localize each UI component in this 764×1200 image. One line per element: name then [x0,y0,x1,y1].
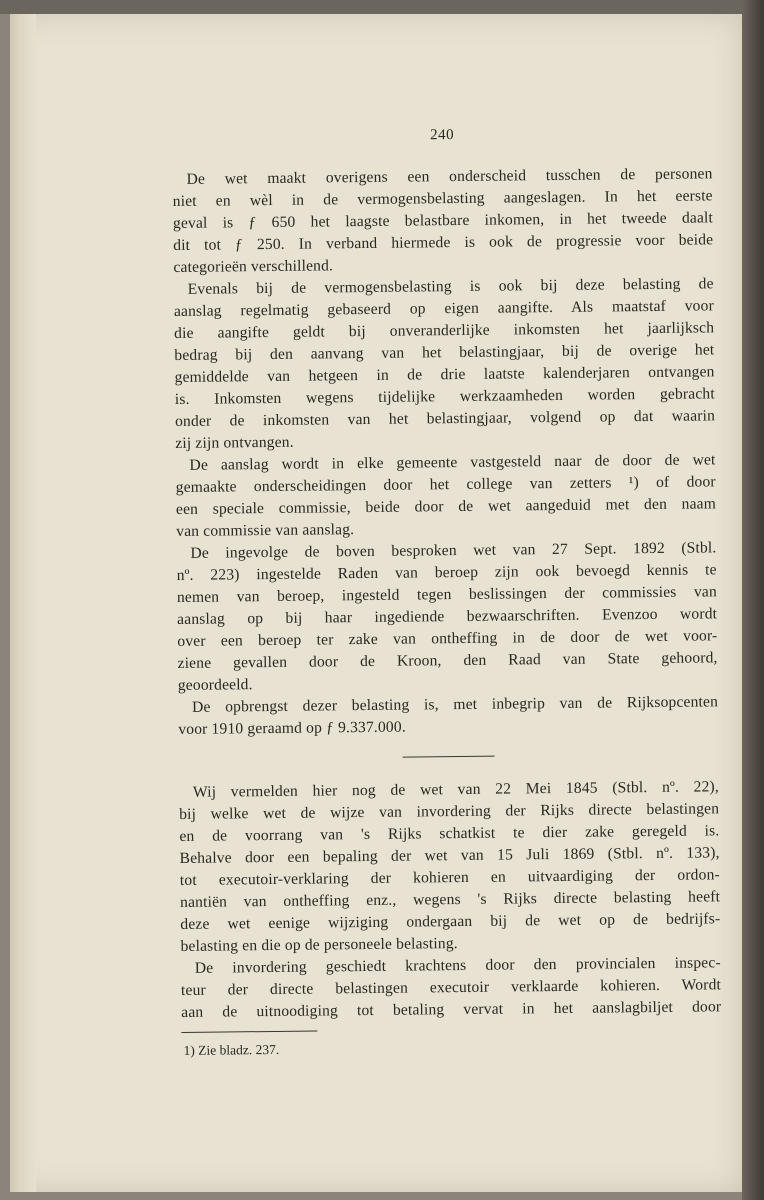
text-line: dit tot ƒ 250. In verband hiermede is ook de progressie voor beide [173,231,714,254]
text-line: gemaakte onderscheidingen door het college van zetters ¹) of door [175,473,716,496]
page-text [172,124,722,1061]
text-line: geval is ƒ 650 het laagste belastbare inkomen, in het tweede daalt [172,209,714,232]
text-line: over een beroep ter zake van ontheffing in de door de wet voor- [177,627,718,650]
page-number: 240 [429,127,455,144]
text-line: De aanslag wordt in elke gemeente vastgesteld naar de door de wet [189,451,716,474]
text-line: een speciale commissie, beide door de wet aangeduid met den naam [175,495,717,518]
text-line: bij welke wet de wijze van invordering der Rijks directe belastingen [179,800,720,823]
scan-top-edge [0,0,764,14]
paragraph [175,449,716,543]
text-line: nº. 223) ingestelde Raden van beroep zijn ook bevoegd kennis te [176,561,717,584]
paragraph [181,952,722,1024]
text-line: niet en wèl in de vermogensbelasting aangeslagen. In het eerste [172,187,713,210]
text-line: ziene gevallen door de Kroon, den Raad van State gehoord, [177,649,718,672]
text-line: onder de inkomsten van het belastingjaar, volgend op dat waarin [174,407,716,430]
text-line: De invordering geschiedt krachtens door den provincialen inspec- [194,954,721,977]
text-line: Behalve door een bepaling der wet van 15 Juli 1869 (Stbl. nº. 133), [179,844,720,867]
text-line: aanslag regelmatig gebaseerd op eigen aangifte. Als maatstaf voor [173,297,714,320]
text-line: belasting en die op de personeele belasting. [180,935,458,955]
text-line: gemiddelde van hetgeen in de drie laatste kalenderjaren ontvangen [174,363,715,386]
paragraph [178,691,718,741]
paragraph [174,273,716,455]
text-line: aanslag op bij haar ingediende bezwaarschriften. Evenzoo wordt [177,605,718,628]
text-line: De opbrengst dezer belasting is, met inbegrip van de Rijksopcenten [191,693,719,716]
section-divider [403,756,495,758]
text-line: nantiën van ontheffing enz., wegens 's Rijks directe belasting heeft [180,888,721,911]
text-line: De ingevolge de boven besproken wet van 27 Sept. 1892 (Stbl. [190,539,717,562]
footnote-divider [181,1031,317,1033]
footnote: 1) Zie bladz. 237. [183,1041,280,1058]
text-line: De wet maakt overigens een onderscheid tusschen de personen [186,165,713,188]
text-line: van commissie van aanslag. [176,521,355,540]
text-line: teur der directe belastingen executoir verklaarde kohieren. Wordt [180,976,722,999]
text-line: zij zijn ontvangen. [175,433,294,452]
text-line: nemen van beroep, ingesteld tegen beslissingen der commissies van [176,583,717,606]
paragraph [179,776,721,958]
book-gutter [10,14,36,1192]
text-line: bedrag bij den aanvang van het belastingjaar, bij de overige het [174,341,715,364]
paragraph [172,163,713,279]
text-line: aan de uitnoodiging tot betaling vervat in het aanslagbiljet door [181,998,722,1021]
text-line: Evenals bij de vermogensbelasting is ook bij deze belasting de [187,275,714,298]
text-line: die aangifte geldt bij onveranderlijke inkomsten het jaarlijksch [174,319,715,342]
text-line: categorieën verschillend. [173,257,334,276]
text-line: en de voorrang van 's Rijks schatkist te dier zake geregeld is. [179,822,720,845]
text-line: deze wet eenige wijziging ondergaan bij de wet op de bedrijfs- [180,910,721,933]
book-binding-edge [742,0,764,1200]
text-line: tot executoir-verklaring der kohieren en uitvaardiging der ordon- [179,866,720,889]
text-line: is. Inkomsten wegens tijdelijke werkzaamheden worden gebracht [174,385,715,408]
paragraph [176,537,718,697]
text-line: voor 1910 geraamd op ƒ 9.337.000. [178,718,406,738]
text-line: geoordeeld. [177,676,253,694]
text-line: Wij vermelden hier nog de wet van 22 Mei 1845 (Stbl. nº. 22), [192,778,719,801]
